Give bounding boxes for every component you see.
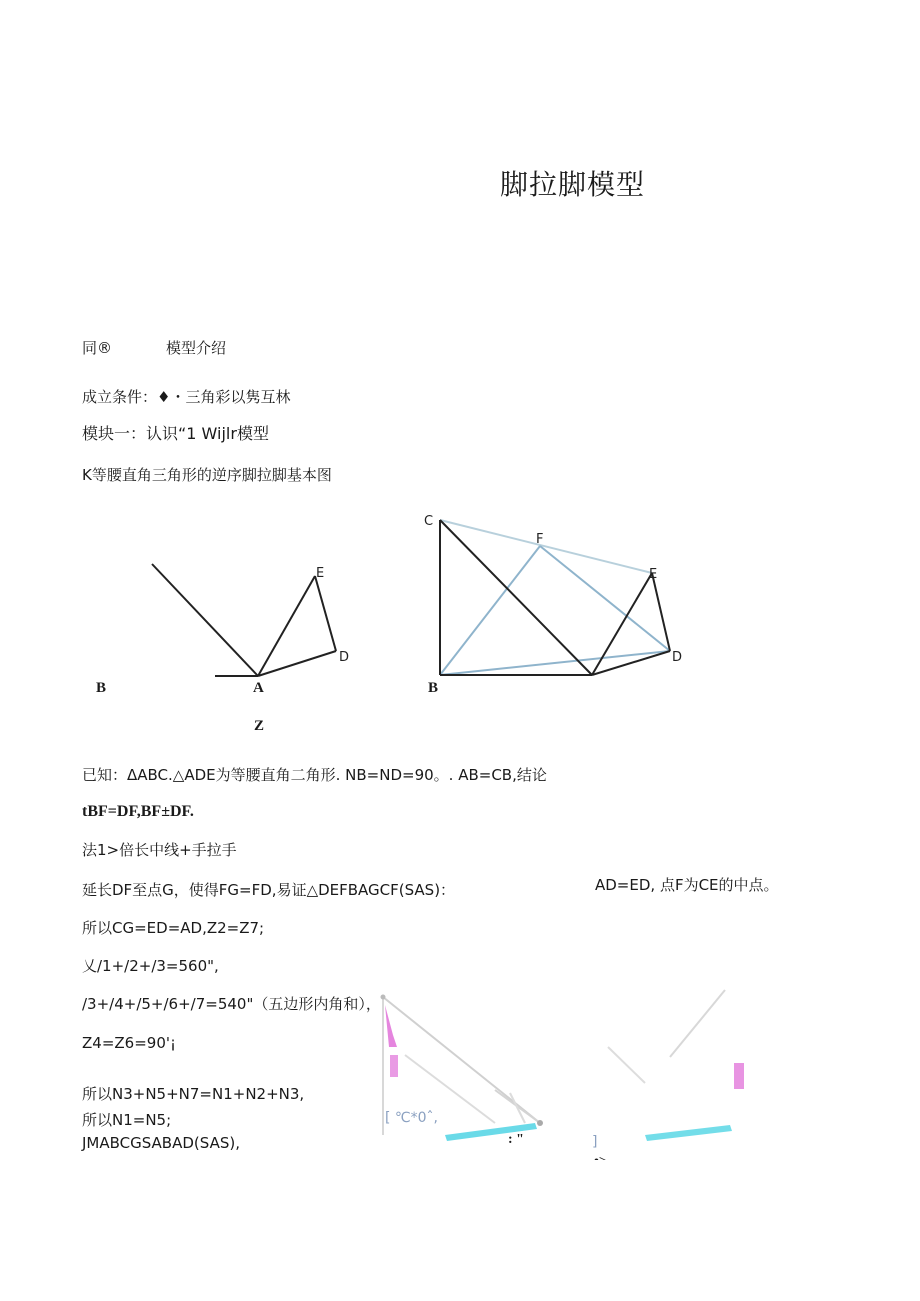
left-label-a: A: [253, 680, 264, 696]
given-statement: 已知：ΔABC.△ADE为等腰直角二角形. NB=ND=90。. AB=CB,结论: [82, 766, 547, 784]
right-label-f: F: [536, 532, 544, 547]
proof-step-7: JMABCGSABAD(SAS),: [82, 1134, 240, 1152]
left-label-d: D: [339, 650, 350, 665]
left-segment-ed: [315, 576, 336, 651]
proof-step-1: 所以CG=ED=AD,Z2=Z7;: [82, 919, 265, 937]
proof-step-2: 乂/1+/2+/3=560",: [82, 957, 219, 975]
right-label-c: C: [424, 514, 434, 529]
right-segment-ce: [440, 520, 652, 573]
right-figure: [425, 510, 705, 690]
side-note: AD=ED, 点F为CE的中点。: [595, 876, 779, 894]
faded-figure-right: [590, 975, 770, 1150]
artifact-text-e: ]: [592, 1134, 598, 1150]
left-segment-upper: [152, 564, 258, 676]
proof-step-6: 所以N1=N5;: [82, 1111, 172, 1129]
right-segment-bf: [440, 546, 540, 675]
condition-line: 成立条件：♦・三角彩以隽互林: [82, 388, 291, 406]
artifact-text-b: : ": [508, 1132, 524, 1147]
left-label-b: B: [96, 680, 107, 696]
proof-step-4: Z4=Z6=90'¡: [82, 1034, 176, 1052]
figure-caption: K等腰直角三角形的逆序脚拉脚基本图: [82, 466, 332, 484]
module-heading: 模块一：认识“1 Wijlr模型: [82, 424, 269, 443]
proof-step-5: 所以N3+N5+N7=N1+N2+N3,: [82, 1085, 305, 1103]
right-label-e: E: [649, 567, 658, 582]
proof-extend: 延长DF至点G，使得FG=FD,易证△DEFBAGCF(SAS)：: [82, 881, 456, 899]
conclusion-statement: tBF=DF,BF±DF.: [82, 803, 194, 820]
right-label-d: D: [672, 650, 683, 665]
faded-figure-left: [375, 985, 560, 1160]
page-clip-band: [0, 1160, 920, 1180]
section-label: 同®: [82, 339, 113, 357]
right-segment-bd: [440, 651, 670, 675]
right-segment-ca: [440, 520, 592, 675]
left-label-z: Z: [254, 718, 265, 734]
method-heading: 法1>倍长中线+手拉手: [82, 841, 237, 859]
page-title: 脚拉脚模型: [500, 168, 646, 201]
left-label-e: E: [316, 566, 325, 581]
proof-step-3: /3+/4+/5+/6+/7=540"（五边形内角和），: [82, 995, 381, 1013]
right-label-b: B: [428, 680, 439, 696]
artifact-text-a: [ ℃*0ˆ,: [385, 1110, 438, 1126]
section-heading: 模型介绍: [166, 339, 227, 357]
